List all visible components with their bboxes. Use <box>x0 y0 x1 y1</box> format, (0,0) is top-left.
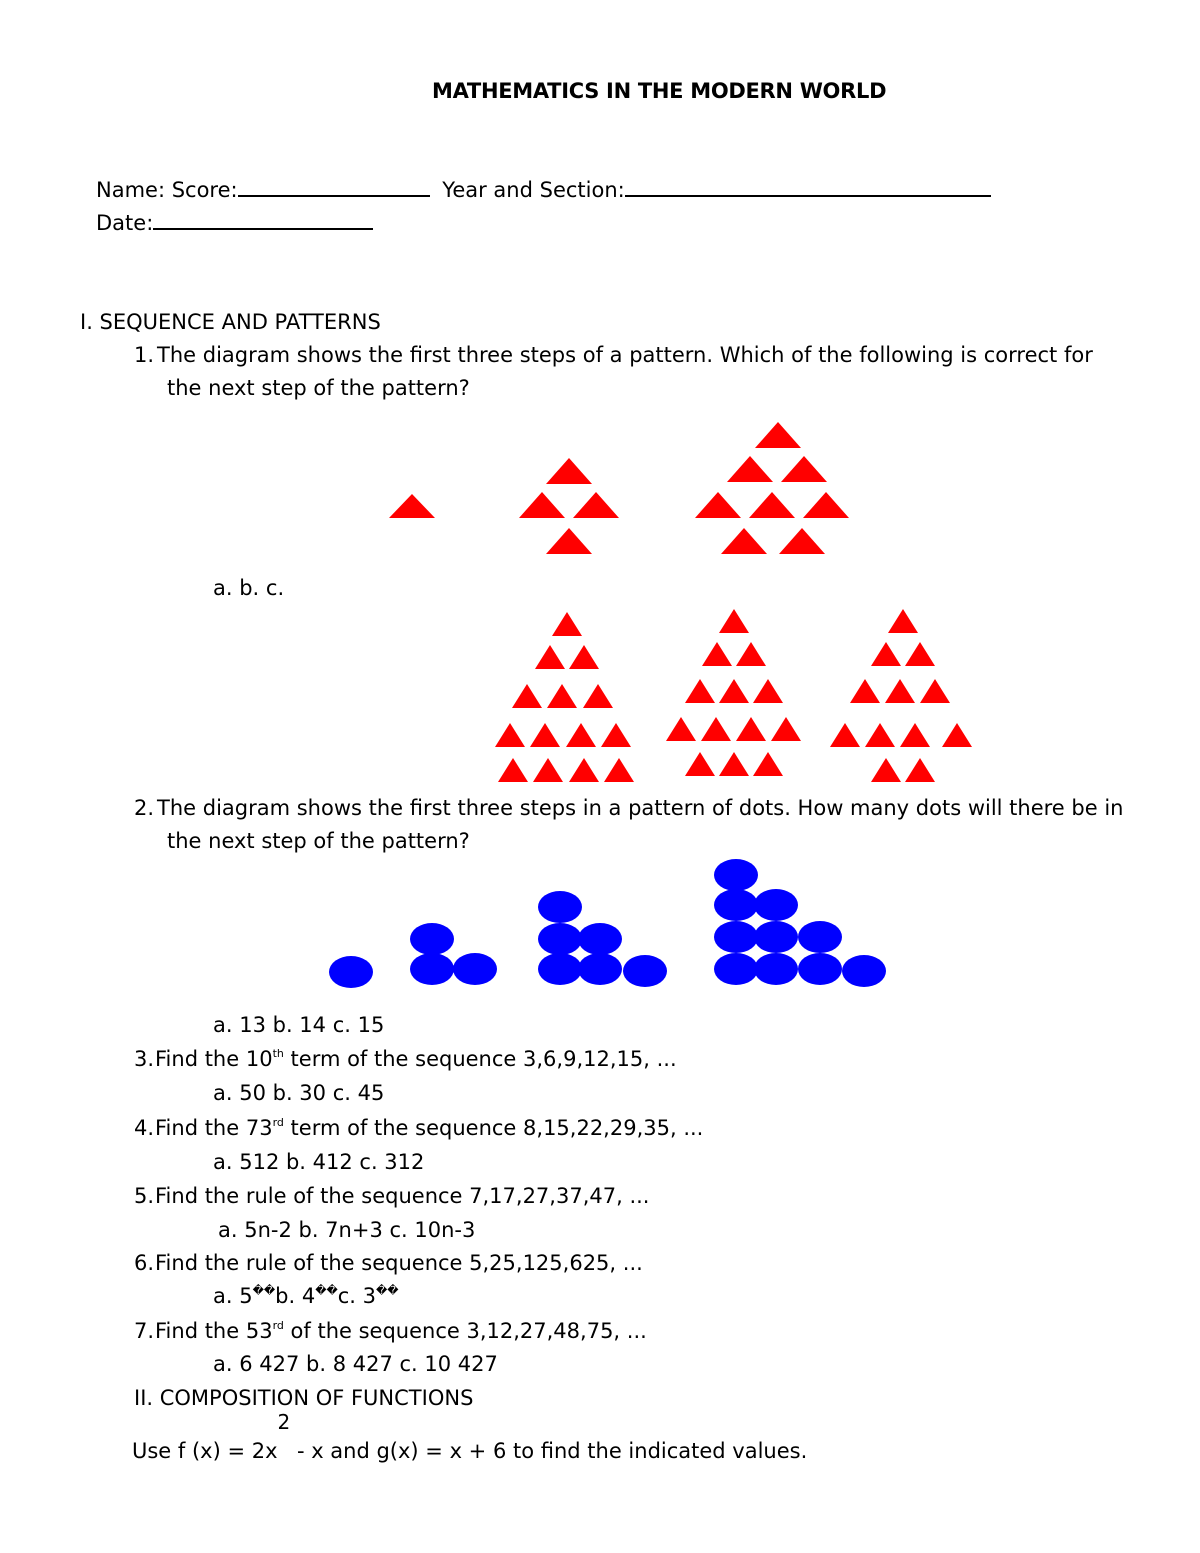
triangle <box>701 717 731 741</box>
triangle <box>569 645 599 669</box>
triangle <box>519 492 565 518</box>
question-3-choices: a. 50 b. 30 c. 45 <box>213 1081 385 1105</box>
triangle <box>942 723 972 747</box>
dot <box>538 891 582 923</box>
question-5-choices: a. 5n-2 b. 7n+3 c. 10n-3 <box>218 1218 476 1242</box>
question-5-number: 5. <box>134 1184 155 1208</box>
triangle <box>736 717 766 741</box>
triangle <box>888 609 918 633</box>
missing-glyph: �� <box>315 1284 338 1297</box>
page-title: MATHEMATICS IN THE MODERN WORLD <box>432 79 887 103</box>
missing-glyph: �� <box>252 1284 276 1297</box>
dot <box>410 923 454 955</box>
dot <box>578 953 622 985</box>
dot <box>714 889 758 921</box>
triangle <box>546 458 592 484</box>
dot <box>714 859 758 891</box>
question-3-text-post: term of the sequence 3,6,9,12,15, ... <box>283 1047 677 1071</box>
triangle <box>753 752 783 776</box>
triangle <box>755 422 801 448</box>
triangle <box>719 752 749 776</box>
name-score-label: Name: Score: <box>96 178 238 202</box>
triangle <box>695 492 741 518</box>
question-3-superscript: th <box>272 1047 284 1060</box>
question-7-text-pre: Find the 53 <box>155 1319 273 1343</box>
dot <box>754 889 798 921</box>
triangle <box>749 492 795 518</box>
question-2-number: 2. <box>134 796 155 820</box>
missing-glyph: �� <box>376 1284 399 1297</box>
triangle <box>830 723 860 747</box>
question-1-text: The diagram shows the first three steps of a pattern. Which of the following is correct for <box>157 343 1093 367</box>
triangle <box>547 684 577 708</box>
triangle <box>666 717 696 741</box>
dot-pattern-steps <box>320 855 900 995</box>
question-2-text-2: the next step of the pattern? <box>167 829 470 853</box>
triangle <box>721 528 767 554</box>
question-7-text-post: of the sequence 3,12,27,48,75, ... <box>283 1319 647 1343</box>
triangle <box>601 723 631 747</box>
triangle <box>604 758 634 782</box>
question-4-text-pre: Find the 73 <box>155 1116 273 1140</box>
name-score-line <box>96 177 991 203</box>
dot <box>578 923 622 955</box>
triangle <box>389 494 435 518</box>
triangle <box>530 723 560 747</box>
year-section-blank[interactable] <box>625 177 991 197</box>
section-1-title: I. SEQUENCE AND PATTERNS <box>80 310 381 334</box>
question-1-number: 1. <box>134 343 155 367</box>
question-2-text: The diagram shows the first three steps in a pattern of dots. How many dots will there be in <box>157 796 1124 820</box>
triangle <box>900 723 930 747</box>
dot <box>714 921 758 953</box>
triangle <box>566 723 596 747</box>
choice-a: a. 5 <box>213 1284 253 1308</box>
triangle <box>871 758 901 782</box>
exponent: 2 <box>277 1410 291 1434</box>
section-2-title: II. COMPOSITION OF FUNCTIONS <box>134 1386 474 1410</box>
triangle <box>736 642 766 666</box>
triangle-choices <box>490 606 980 786</box>
question-7-text <box>155 1318 647 1344</box>
triangle <box>546 528 592 554</box>
triangle <box>905 642 935 666</box>
triangle <box>719 609 749 633</box>
question-7-superscript: rd <box>272 1319 284 1332</box>
question-4-superscript: rd <box>272 1116 284 1129</box>
triangle <box>498 758 528 782</box>
question-4-choices: a. 512 b. 412 c. 312 <box>213 1150 425 1174</box>
question-7-choices: a. 6 427 b. 8 427 c. 10 427 <box>213 1352 498 1376</box>
triangle <box>702 642 732 666</box>
dot <box>798 921 842 953</box>
question-4-text-post: term of the sequence 8,15,22,29,35, ... <box>283 1116 704 1140</box>
question-2-choices: a. 13 b. 14 c. 15 <box>213 1013 385 1037</box>
question-3-text-pre: Find the 10 <box>155 1047 273 1071</box>
question-3-text <box>155 1046 677 1072</box>
dot <box>410 953 454 985</box>
dot <box>623 955 667 987</box>
question-6-number: 6. <box>134 1251 155 1275</box>
year-section-label: Year and Section: <box>442 178 625 202</box>
triangle <box>573 492 619 518</box>
triangle <box>781 456 827 482</box>
triangle <box>779 528 825 554</box>
triangle <box>583 684 613 708</box>
dot <box>538 953 582 985</box>
dot <box>538 923 582 955</box>
date-line <box>96 210 373 236</box>
dot <box>842 955 886 987</box>
date-label: Date: <box>96 211 154 235</box>
section-2-instruction <box>132 1410 808 1464</box>
question-7-number: 7. <box>134 1319 155 1343</box>
triangle <box>569 758 599 782</box>
triangle <box>850 679 880 703</box>
triangle <box>719 679 749 703</box>
triangle <box>920 679 950 703</box>
question-6-choices <box>213 1283 399 1309</box>
dot <box>754 921 798 953</box>
question-6-text: Find the rule of the sequence 5,25,125,625, ... <box>155 1251 643 1275</box>
date-blank[interactable] <box>153 210 373 230</box>
triangle <box>885 679 915 703</box>
instruction-pre: Use f (x) = 2x <box>132 1439 278 1463</box>
triangle <box>535 645 565 669</box>
triangle <box>533 758 563 782</box>
triangle <box>803 492 849 518</box>
question-4-number: 4. <box>134 1116 155 1140</box>
triangle <box>685 679 715 703</box>
dot <box>453 953 497 985</box>
triangle <box>771 717 801 741</box>
triangle <box>512 684 542 708</box>
dot <box>798 953 842 985</box>
question-4-text <box>155 1115 703 1141</box>
triangle <box>727 456 773 482</box>
score-blank[interactable] <box>238 177 430 197</box>
instruction-post: - x and g(x) = x + 6 to find the indicated values. <box>290 1439 808 1463</box>
triangle-pattern-steps <box>370 418 870 568</box>
triangle <box>552 612 582 636</box>
triangle <box>495 723 525 747</box>
choice-c: c. 3 <box>337 1284 377 1308</box>
question-1-text-2: the next step of the pattern? <box>167 376 470 400</box>
triangle <box>685 752 715 776</box>
triangle <box>753 679 783 703</box>
question-5-text: Find the rule of the sequence 7,17,27,37,47, ... <box>155 1184 650 1208</box>
dot <box>754 953 798 985</box>
triangle <box>865 723 895 747</box>
dot <box>714 953 758 985</box>
choice-b: b. 4 <box>275 1284 316 1308</box>
triangle <box>905 758 935 782</box>
triangle <box>871 642 901 666</box>
question-3-number: 3. <box>134 1047 155 1071</box>
question-1-choices: a. b. c. <box>213 576 285 600</box>
dot <box>329 956 373 988</box>
